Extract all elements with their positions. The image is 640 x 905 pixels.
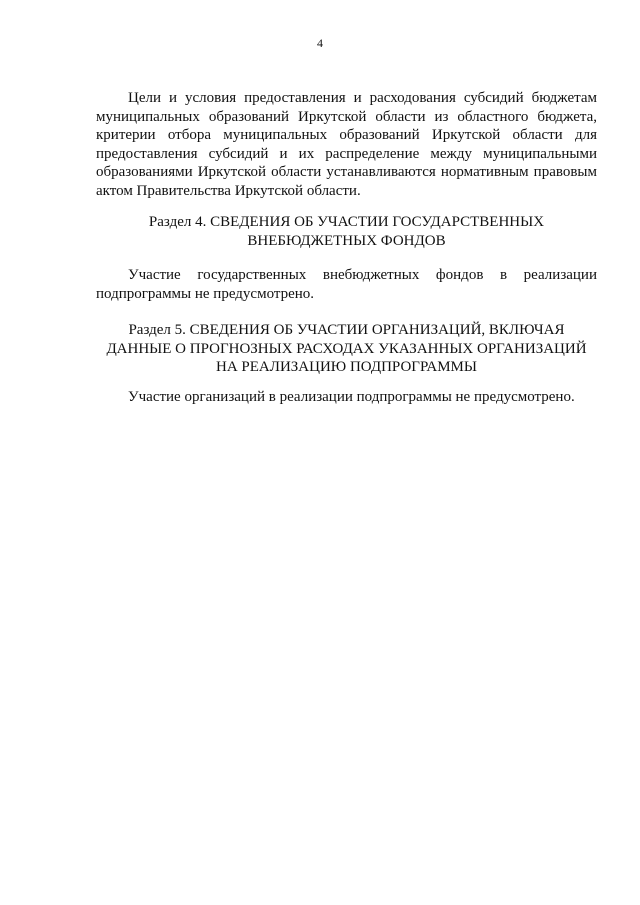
section-5-paragraph [96,388,597,407]
section-4-text: Участие государственных внебюджетных фондов в реализации подпрограммы не предусмотрено. [96,267,597,302]
section-4-heading-line-1: Раздел 4. СВЕДЕНИЯ ОБ УЧАСТИИ ГОСУДАРСТВЕННЫХ [148,214,545,230]
paragraph-subsidies [96,89,597,200]
section-5-heading [96,321,597,377]
section-4-paragraph [96,266,597,303]
page-number: 4 [317,36,323,50]
paragraph-subsidies-text: Цели и условия предоставления и расходования субсидий бюджетам муниципальных образований Иркутской области из областного бюджета, критерии отбора муниципальных образований Иркутской области для предоставления субсидий и их распределение между муниципальными образованиями Иркутской области устанавливаются нормативным правовым актом Правительства Иркутской области. [96,90,597,199]
section-4-heading [96,213,597,250]
section-5-heading-line-3: НА РЕАЛИЗАЦИЮ ПОДПРОГРАММЫ [216,359,477,375]
section-5-text: Участие организаций в реализации подпрограммы не предусмотрено. [128,389,575,405]
section-4-heading-line-2: ВНЕБЮДЖЕТНЫХ ФОНДОВ [247,232,446,249]
section-5-heading-line-2: ДАННЫЕ О ПРОГНОЗНЫХ РАСХОДАХ УКАЗАННЫХ ОРГАНИЗАЦИЙ [106,340,587,357]
section-5-heading-line-1: Раздел 5. СВЕДЕНИЯ ОБ УЧАСТИИ ОРГАНИЗАЦИЙ, ВКЛЮЧАЯ [128,322,565,338]
